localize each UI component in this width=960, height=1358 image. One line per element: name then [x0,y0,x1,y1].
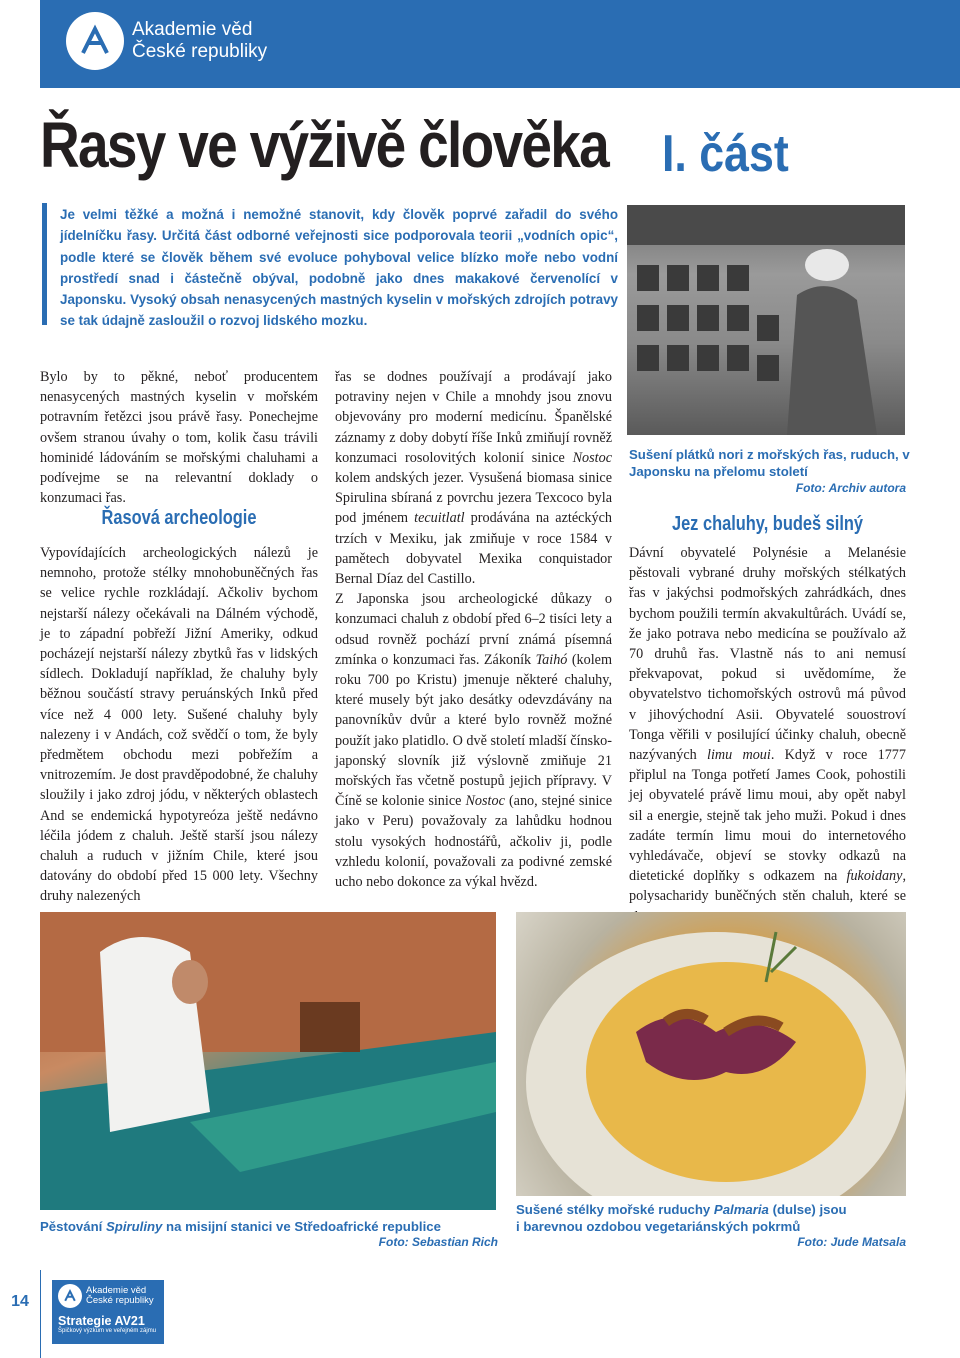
subheading-archeology: Řasová archeologie [101,507,257,529]
photo-bl-credit: Foto: Sebastian Rich [378,1235,498,1249]
academy-a-icon [66,12,124,70]
column-1-continued [40,543,318,907]
photo-top-credit: Foto: Archiv autora [795,481,906,495]
footer-logo-top [58,1284,158,1308]
footer-logo-line2: České republiky [86,1295,154,1306]
text-span: Dávní obyvatelé Polynésie a Melanésie pěstovali vybrané druhy mořských stélkatých řas v jakýchsi podmořských zahrádkách, dnes bychom použili termín akvakultůrách. Uvádí se, že jako potrava nebo medicína se používalo až 70 druhů řas. Vlastně nás to ani nemusí překvapovat, pokud si uvědomíme, že obyvatelstvo tichomořských ostrovů má původ v jihovýchodní Asii. Obyvatelé souostroví Tonga věřili v posilující účinky chaluh, obecně nazývaných [629,545,906,764]
text-span: (kolem roku 700 po Kristu) jmenuje některé chaluhy, které musely být jako desátky odevzdávány na panovníkův dvůr a které bylo rovněž možné použít jako platidlo. O dvě století mladší čínsko-japonský slovník již výslovně zmiňuje 21 mořských řas včetně postupů jejich přípravy. V Číně se kolonie sinice [335,651,612,810]
italic-term: Palmaria [713,1202,769,1217]
text-span: prodávána na aztéckých trzích v Mexiku, jak zmiňuje v roce 1584 v pamětech dobyvatel Mexika conquistador Bernal Díaz del Castillo. [335,510,612,588]
text-span: . Když v roce 1777 připlul na Tonga potřetí James Cook, pohostili jej obyvatelé právě limu moui, aby opět nabyl sil a energie, stejně tak jeho muži. Pokud i dnes zadáte termín limu moui do internetového vyhledávače, objeví se stovky odkazů na dietetické doplňky s odkazem na [629,747,906,885]
italic-term: tecuitlatl [414,510,465,527]
photo-spirulina-cultivation [40,912,496,1210]
photo-br-caption [516,1201,916,1235]
page-number: 14 [11,1293,29,1310]
logo-line2: České republiky [132,41,268,62]
lead-rule [42,203,47,325]
text-span: na misijní stanici ve Středoafrické republice [162,1219,441,1234]
text-span: (dulse) jsou [768,1202,847,1217]
header-left-margin [0,0,40,88]
photo-nori-drying [627,205,905,435]
italic-term: Nostoc [572,449,612,466]
footer-rule [40,1270,41,1358]
article-part: I. část [662,125,789,183]
footer-logo-line1: Akademie věd [86,1284,147,1296]
article-title: Řasy ve výživě člověka [40,109,609,181]
subheading-eat-kelp: Jez chaluhy, budeš silný [671,513,864,535]
footer-strategy-logo [52,1280,164,1344]
academy-a-icon [58,1284,82,1308]
academy-logo-text [132,19,267,63]
text-span: (ano, stejné sinice jako v Peru) považovaly za lahůdku hodnou stolu vysokých hodnostářů, ačkoliv ji, podle vzhledu kolonií, považovali za podivné zemské ucho nebo dokonce za výkal hvězd. [335,793,612,891]
col3-paragraph-1 [629,543,906,927]
text-span: Sušené stélky mořské ruduchy [516,1202,714,1217]
italic-term: Nostoc [465,793,505,810]
italic-term: Taihó [535,651,568,668]
col2-paragraph-1 [335,367,612,589]
logo-line1: Akademie věd [132,19,253,40]
text-span: kolem andských jezer. Vysušená biomasa sinice Spirulina sbíraná z povrchu jezera Texcoco byla pod jménem [335,470,612,527]
column-1 [40,367,318,508]
caption-line-2: i barevnou ozdobou vegetariánských pokrmů [516,1219,801,1234]
text-span: řas se dodnes používají a prodávají jako potraviny nejen v Chile a mnohdy jsou znovu objevovány pro moderní medicínu. Španělské záznamy z doby dobytí říše Inků zmiňují rovněž konzumaci rosolovitých kolonií sinice [335,369,612,466]
photo-dulse-dish [516,912,906,1196]
photo-bl-caption [40,1218,500,1235]
header-accent-stripe [40,0,48,88]
footer-tagline: Špičkový výzkum ve veřejném zájmu [58,1328,157,1334]
text-span: Z Japonska jsou archeologické důkazy o konzumaci chaluh z období před 6–2 tisíci lety a odsud rovněž pochází první známá písemná zmínka o konzumaci řas. Zákoník [335,591,612,668]
col2-paragraph-2 [335,589,612,892]
text-span: , polysacharidy buněčných stěn chaluh, které se [629,868,906,905]
photo-br-credit: Foto: Jude Matsala [797,1235,906,1249]
text-span: Pěstování [40,1219,106,1234]
col1-paragraph-2: Vypovídajících archeologických nálezů je nemnoho, protože stélky mnohobuněčných řas se velice rychle rozkládají. Ačkoliv bychom nejstarší nálezy očekávali na Dálném východě, je to západní pobřeží Jižní Ameriky, odkud pocházejí nejstarší nálezy zbytků řas v lidských sídlech. Dokladují například, že chaluhy byly běžnou součástí stravy peruánských Inků před více než 4 000 lety. Sušené chaluhy byly nalezeny i v Andách, což svědčí o tom, že byly předmětem obchodu mezi pobřežím a vnitrozemím. Je dost pravděpodobné, že chaluhy sloužily i jako zdroj jódu, v některých oblastech And se endemická hypotyreóza ještě nedávno léčila jódem z chaluh. Ještě starší jsou nálezy chaluh a ruduch v jižním Chile, které jsou datovány do období před 15 000 lety. Všechny druhy nalezených [40,545,318,905]
caption-line-1 [516,1201,916,1218]
photo-top-caption: Sušení plátků nori z mořských řas, ruduch, v Japonsku na přelomu století [629,447,910,479]
footer-logo-name [86,1286,154,1307]
footer-strategy: Strategie AV21 [58,1314,145,1328]
column-3 [629,543,906,927]
col1-paragraph-1: Bylo by to pěkné, neboť producentem nenasycených mastných kyselin v mořském potravním řetězci jsou právě řasy. Ponechejme ovšem stranou úvahy o tom, kolik času trávili hominidé ládováním se mořskými chaluhami a podívejme se na relevantní doklady o konzumaci řas. [40,369,318,507]
academy-logo [66,12,267,70]
italic-term: limu moui [707,747,771,764]
column-2 [335,367,612,892]
lead-paragraph: Je velmi těžké a možná i nemožné stanovit, kdy člověk poprvé zařadil do svého jídelníčku řasy. Určitá část odborné veřejnosti sice podporovala teorii „vodních opic“, podle které se člověk během své evoluce pohyboval velice blízko moře nebo vodní prostředí snad i částečně obýval, podobně jako dnes makakové červenolící v Japonsku. Vysoký obsah nenasycených mastných kyselin v mořských zdrojích potravy se tak údajně zasloužil o rozvoj lidského mozku. [60,207,618,329]
italic-term: Spiruliny [105,1219,163,1234]
italic-term: fukoidany [846,868,903,885]
